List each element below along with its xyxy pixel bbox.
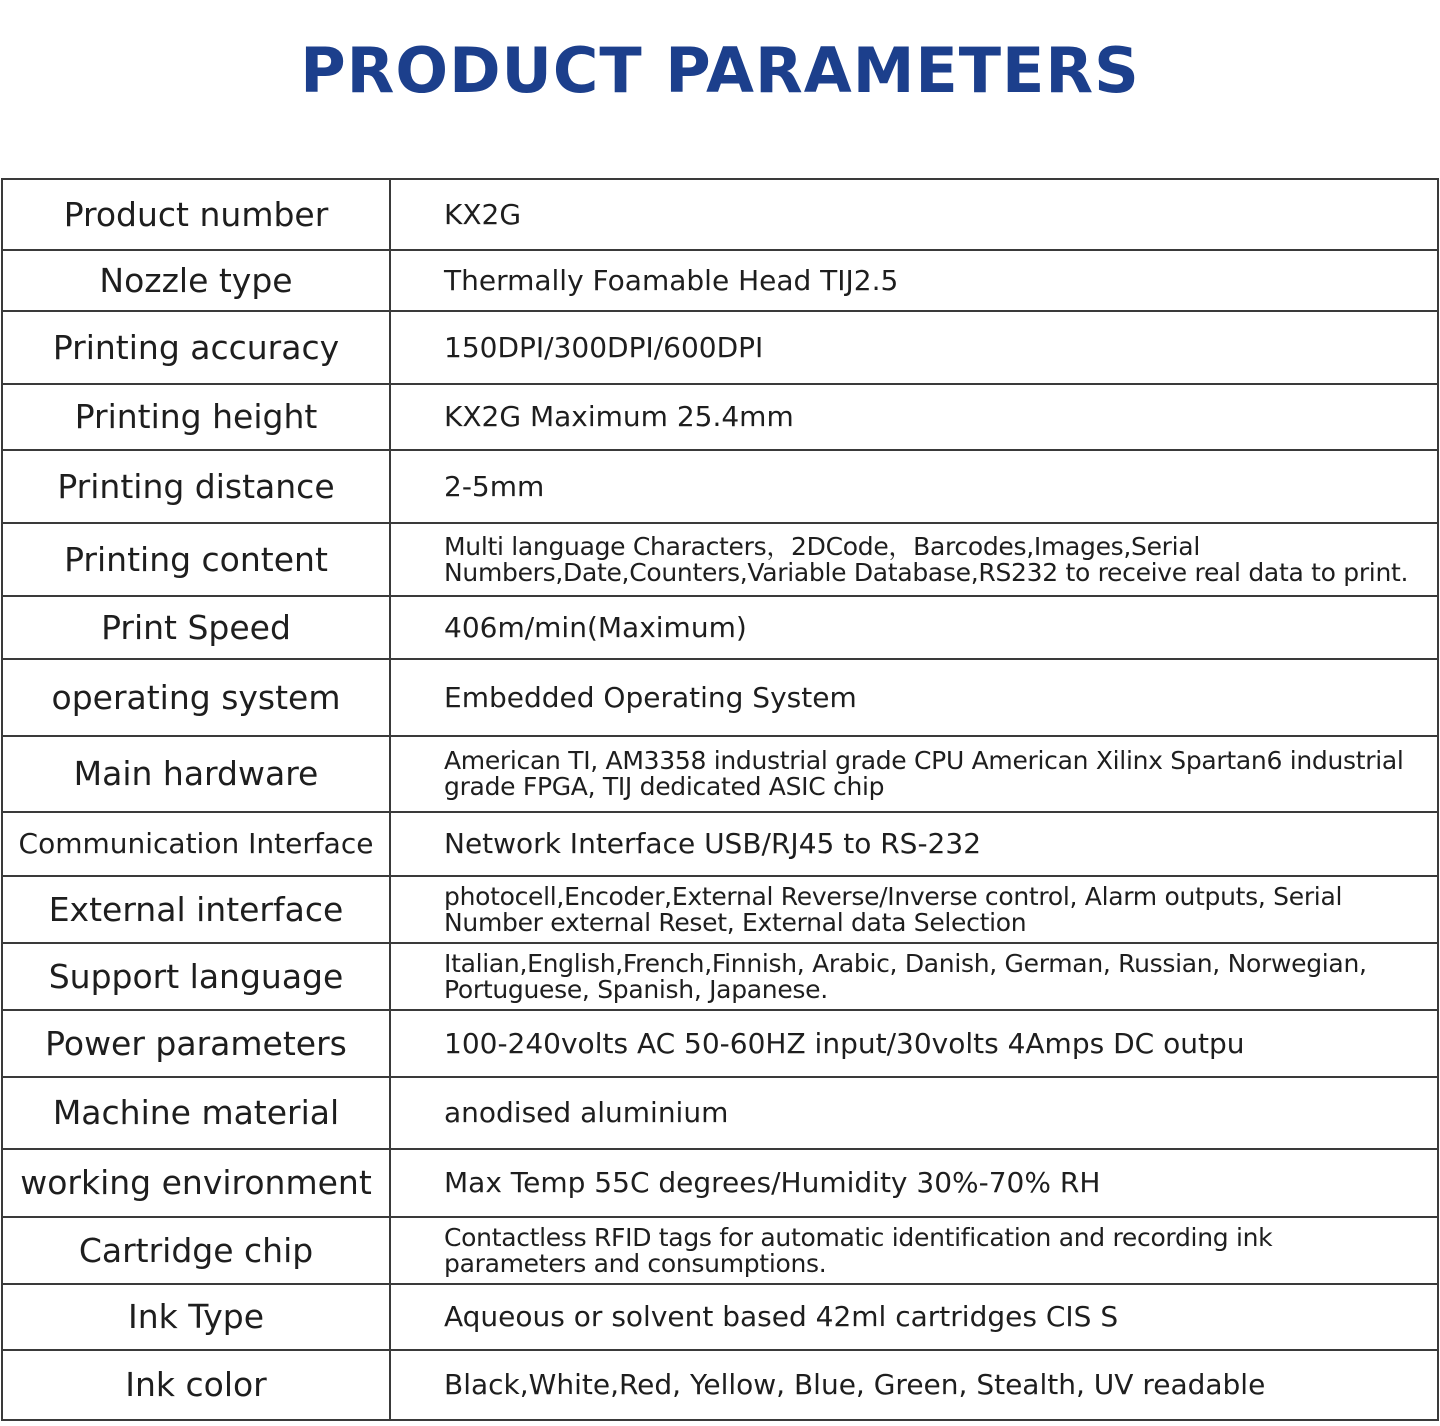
table-row: [2, 523, 1438, 596]
table-row: [2, 943, 1438, 1010]
row-value-communication-interface: Network Interface USB/RJ45 to RS-232: [390, 812, 1438, 876]
row-value-print-speed: 406m/min(Maximum): [390, 596, 1438, 659]
row-value-support-language: Italian,English,French,Finnish, Arabic, Danish, German, Russian, Norwegian, Portuguese, Spanish, Japanese.: [390, 943, 1438, 1010]
row-value-operating-system: Embedded Operating System: [390, 659, 1438, 736]
row-value-machine-material: anodised aluminium: [390, 1077, 1438, 1149]
row-value-printing-content: Multi language Characters，2DCode，Barcodes,Images,Serial Numbers,Date,Counters,Variable Database,RS232 to receive real data to print.: [390, 523, 1438, 596]
row-label-external-interface: External interface: [2, 876, 390, 943]
table-row: [2, 812, 1438, 876]
table-row: [2, 1077, 1438, 1149]
row-value-cartridge-chip: Contactless RFID tags for automatic identification and recording ink parameters and consumptions.: [390, 1217, 1438, 1284]
row-label-operating-system: operating system: [2, 659, 390, 736]
row-value-product-number: KX2G: [390, 179, 1438, 250]
table-row: [2, 659, 1438, 736]
row-label-print-speed: Print Speed: [2, 596, 390, 659]
row-value-main-hardware: American TI, AM3358 industrial grade CPU American Xilinx Spartan6 industrial grade FPGA, TIJ dedicated ASIC chip: [390, 736, 1438, 812]
row-value-printing-accuracy: 150DPI/300DPI/600DPI: [390, 311, 1438, 384]
table-row: [2, 876, 1438, 943]
row-label-machine-material: Machine material: [2, 1077, 390, 1149]
row-value-printing-height: KX2G Maximum 25.4mm: [390, 384, 1438, 450]
row-label-printing-distance: Printing distance: [2, 450, 390, 523]
row-label-power-parameters: Power parameters: [2, 1010, 390, 1077]
table-row: [2, 1350, 1438, 1420]
row-value-power-parameters: 100-240volts AC 50-60HZ input/30volts 4Amps DC outpu: [390, 1010, 1438, 1077]
table-row: [2, 311, 1438, 384]
row-value-ink-color: Black,White,Red, Yellow, Blue, Green, Stealth, UV readable: [390, 1350, 1438, 1420]
row-label-ink-color: Ink color: [2, 1350, 390, 1420]
table-row: [2, 1284, 1438, 1350]
row-value-printing-distance: 2-5mm: [390, 450, 1438, 523]
row-label-support-language: Support language: [2, 943, 390, 1010]
row-label-nozzle-type: Nozzle type: [2, 250, 390, 311]
row-label-working-environment: working environment: [2, 1149, 390, 1217]
row-label-printing-content: Printing content: [2, 523, 390, 596]
parameters-table: [1, 178, 1439, 1421]
table-row: [2, 736, 1438, 812]
row-value-external-interface: photocell,Encoder,External Reverse/Inverse control, Alarm outputs, Serial Number external Reset, External data Selection: [390, 876, 1438, 943]
table-row: [2, 179, 1438, 250]
table-row: [2, 596, 1438, 659]
row-label-product-number: Product number: [2, 179, 390, 250]
row-value-ink-type: Aqueous or solvent based 42ml cartridges CIS S: [390, 1284, 1438, 1350]
row-label-communication-interface: Communication Interface: [2, 812, 390, 876]
table-row: [2, 250, 1438, 311]
row-label-main-hardware: Main hardware: [2, 736, 390, 812]
row-value-nozzle-type: Thermally Foamable Head TIJ2.5: [390, 250, 1438, 311]
table-row: [2, 1149, 1438, 1217]
table-row: [2, 1217, 1438, 1284]
table-row: [2, 1010, 1438, 1077]
row-label-cartridge-chip: Cartridge chip: [2, 1217, 390, 1284]
row-label-ink-type: Ink Type: [2, 1284, 390, 1350]
row-label-printing-height: Printing height: [2, 384, 390, 450]
table-row: [2, 384, 1438, 450]
row-value-working-environment: Max Temp 55C degrees/Humidity 30%-70% RH: [390, 1149, 1438, 1217]
table-row: [2, 450, 1438, 523]
row-label-printing-accuracy: Printing accuracy: [2, 311, 390, 384]
page-title: PRODUCT PARAMETERS: [300, 34, 1140, 107]
